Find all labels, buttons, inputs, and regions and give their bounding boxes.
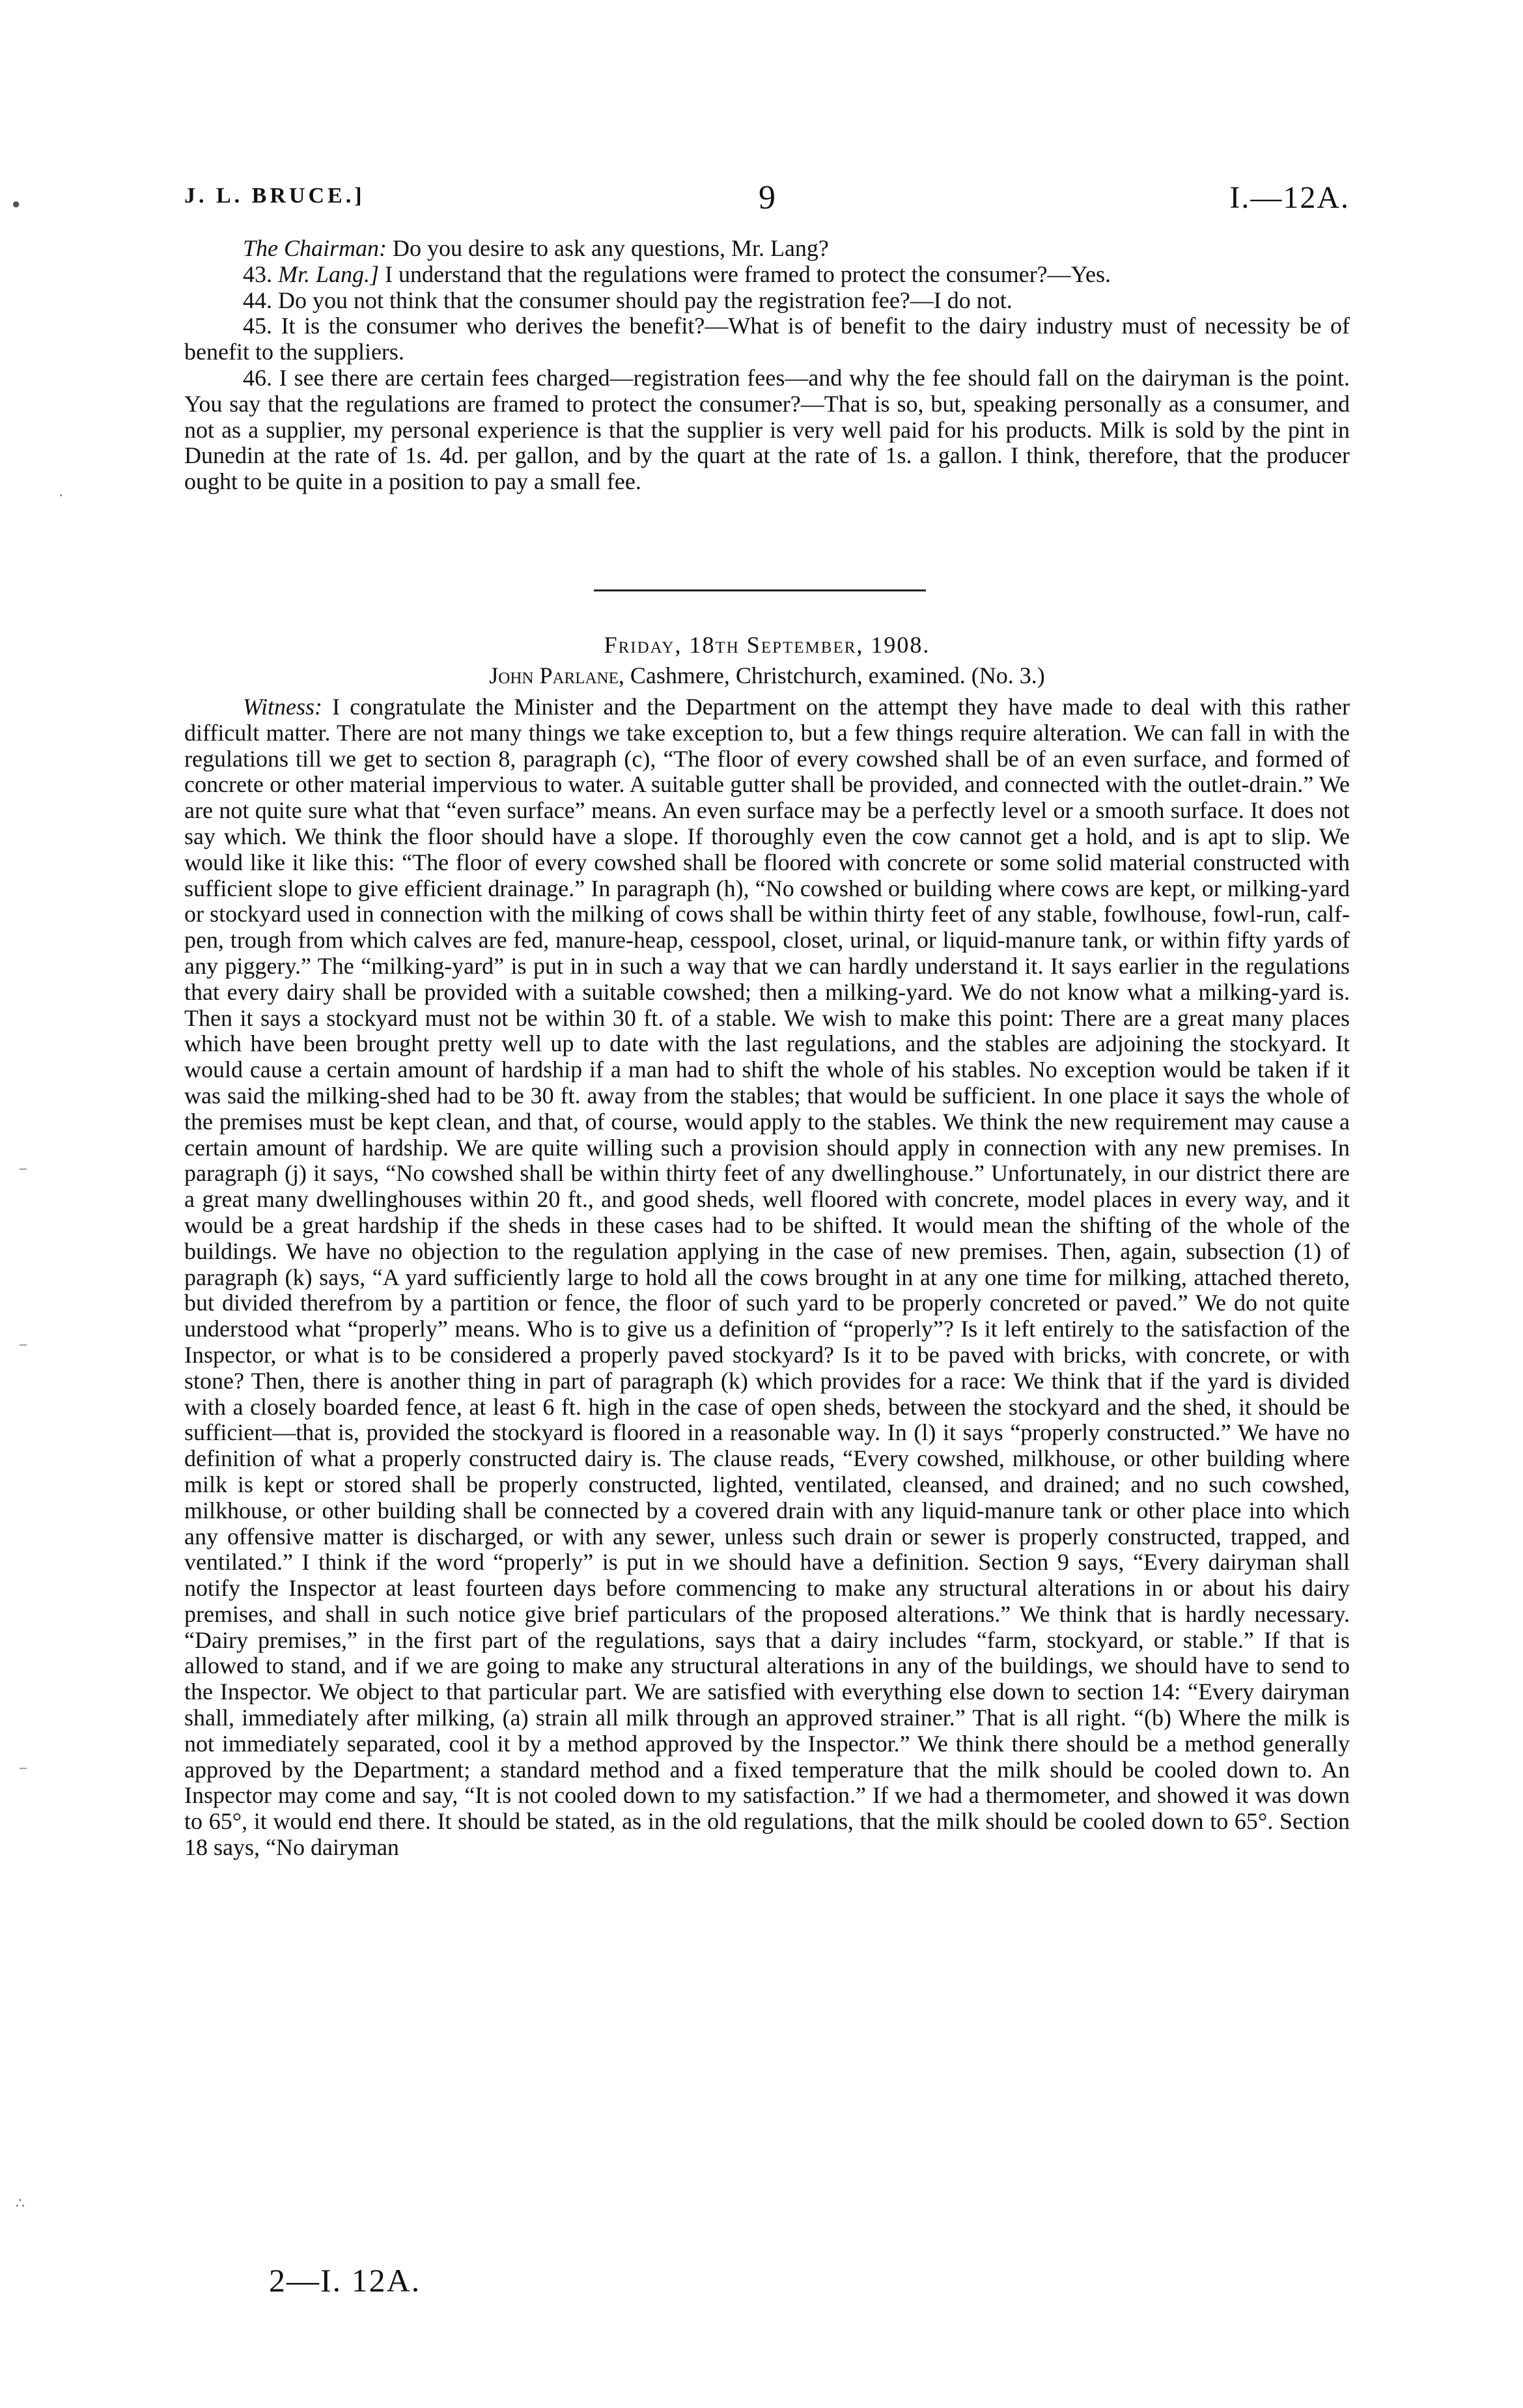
chairman-label: The Chairman: [243, 235, 387, 261]
witness-testimony [184, 694, 1350, 1861]
chairman-question [184, 236, 1350, 262]
paper-reference: I.—12A. [1229, 180, 1350, 215]
scan-speck: ∴ [16, 2195, 25, 2211]
session-date: Friday, 18th September, 1908. [604, 632, 930, 658]
testimony-block [184, 694, 1350, 1861]
chairman-text: Do you desire to ask any questions, Mr. Lang? [387, 235, 829, 261]
scan-speck: – [20, 1159, 27, 1176]
question-43-number: 43. [243, 261, 278, 287]
question-45: 45. It is the consumer who derives the benefit?—What is of benefit to the dairy industry must of necessity be of benefit to the suppliers. [184, 313, 1350, 365]
page-header [184, 179, 1350, 223]
scan-speck: · [59, 487, 64, 503]
question-44: 44. Do you not think that the consumer should pay the registration fee?—I do not. [243, 287, 1013, 313]
scan-speck: – [20, 1759, 27, 1775]
witness-details: , Cashmere, Christchurch, examined. (No. 3.) [618, 662, 1045, 688]
page-signature: 2—I. 12A. [269, 2262, 421, 2299]
witness-label: Witness: [243, 694, 322, 720]
witness-testimony-text: I congratulate the Minister and the Department on the attempt they have made to deal with this rather difficult matter. There are not many things we take exception to, but a few things require alteration. We can fall in with the regulations till we get to section 8, paragraph (c), “The floor of every cowshed shall be of an even surface, and formed of concrete or other material impervious to water. A suitable gutter shall be provided, and connected with the outlet-drain.” We are not quite sure what that “even surface” means. An even surface may be a perfectly level or a smooth surface. It does not say which. We think the floor should have a slope. If thoroughly even the cow cannot get a hold, and is apt to slip. We would like it like this: “The floor of every cowshed shall be floored with concrete or some solid material constructed with sufficient slope to give efficient drainage.” In paragraph (h), “No cowshed or building where cows are kept, or milking-yard or stockyard used in connection with the milking of cows shall be within thirty feet of any stable, fowlhouse, fowl-run, calf-pen, trough from which calves are fed, manure-heap, cesspool, closet, urinal, or liquid-manure tank, or within fifty yards of any piggery.” The “milking-yard” is put in in such a way that we can hardly understand it. It says earlier in the regulations that every dairy shall be provided with a suitable cowshed; then a milking-yard. We do not know what a milking-yard is. Then it says a stockyard must not be within 30 ft. of a stable. We wish to make this point: There are a great many places which have been brought pretty well up to date with the last regulations, and the stables are adjoining the stockyard. It would cause a certain amount of hardship if a man had to shift the whole of his stables. No exception would be taken if it was said the milking-shed had to be 30 ft. away from the stables; that would be sufficient. In one place it says the whole of the premises must be kept clean, and that, of course, would apply to the stables. We think the new requirement may cause a certain amount of hardship. We are quite willing such a provision should apply in connection with any new premises. In paragraph (j) it says, “No cowshed shall be within thirty feet of any dwellinghouse.” Unfortunately, in our district there are a great many dwellinghouses within 20 ft., and good sheds, well floored with concrete, model places in every way, and it would be a great hardship if the sheds in these cases had to be shifted. It would mean the shifting of the whole of the buildings. We have no objection to the regulation applying in the case of new premises. Then, again, subsection (1) of paragraph (k) says, “A yard sufficiently large to hold all the cows brought in at any one time for milking, attached thereto, but divided therefrom by a partition or fence, the floor of such yard to be properly concreted or paved.” We do not quite understood what “properly” means. Who is to give us a definition of “properly”? Is it left entirely to the satisfaction of the Inspector, or what is to be considered a properly paved stockyard? Is it to be paved with bricks, with concrete, or with stone? Then, there is another thing in part of paragraph (k) which provides for a race: We think that if the yard is divided with a closely boarded fence, at least 6 ft. high in the case of open sheds, between the stockyard and the shed, it should be sufficient—that is, provided the stockyard is floored in a reasonable way. In (l) it says “properly constructed.” We have no definition of what a properly constructed dairy is. The clause reads, “Every cowshed, milkhouse, or other building where milk is kept or stored shall be properly constructed, lighted, ventilated, cleansed, and drained; and no such cowshed, milkhouse, or other building shall be connected by a covered drain with any liquid-manure tank or other place into which any offensive matter is discharged, or with any sewer, unless such drain or sewer is properly constructed, trapped, and ventilated.” I think if the word “properly” is put in we should have a definition. Section 9 says, “Every dairyman shall notify the Inspector at least fourteen days before commencing to make any structural alterations in or about his dairy premises, and shall in such notice give brief particulars of the proposed alterations.” We think that is hardly necessary. “Dairy premises,” in the first part of the regulations, says that a dairy includes “farm, stockyard, or stable.” If that is allowed to stand, and if we are going to make any structural alterations in any of the buildings, we should have to send to the Inspector. We object to that particular part. We are satisfied with everything else down to section 14: “Every dairyman shall, immediately after milking, (a) strain all milk through an approved strainer.” That is all right. “(b) Where the milk is not immediately separated, cool it by a method approved by the Inspector.” We think there should be a method generally approved by the Department; a standard method and a fixed temperature that the milk should be cooled down to. An Inspector may come and say, “It is not cooled down to my satisfaction.” If we had a thermometer, and showed it was down to 65°, it would end there. It should be stated, as in the old regulations, that the milk should be cooled down to 65°. Section 18 says, “No dairyman [184, 694, 1350, 1861]
question-43 [184, 262, 1350, 288]
section-divider [594, 589, 926, 591]
question-43-speaker: Mr. Lang.] [278, 261, 380, 287]
witness-name: John Parlane [489, 662, 619, 688]
questions-block [184, 236, 1350, 495]
scan-speck: – [20, 1335, 27, 1352]
page-number: 9 [759, 179, 775, 216]
question-46: 46. I see there are certain fees charged—registration fees—and why the fee should fall on the dairyman is the point. You say that the regulations are framed to protect the consumer?—That is so, but, speaking personally as a consumer, and not as a supplier, my personal experience is that the supplier is very well paid for his products. Milk is sold by the pint in Dunedin at the rate of 1s. 4d. per gallon, and by the quart at the rate of 1s. a gallon. I think, therefore, that the producer ought to be quite in a position to pay a small fee. [184, 364, 1350, 495]
question-43-text: I understand that the regulations were framed to protect the consumer?—Yes. [379, 261, 1111, 287]
scan-speck: ● [12, 195, 21, 212]
header-witness-name: J. L. BRUCE.] [184, 184, 365, 208]
witness-heading [184, 662, 1350, 688]
